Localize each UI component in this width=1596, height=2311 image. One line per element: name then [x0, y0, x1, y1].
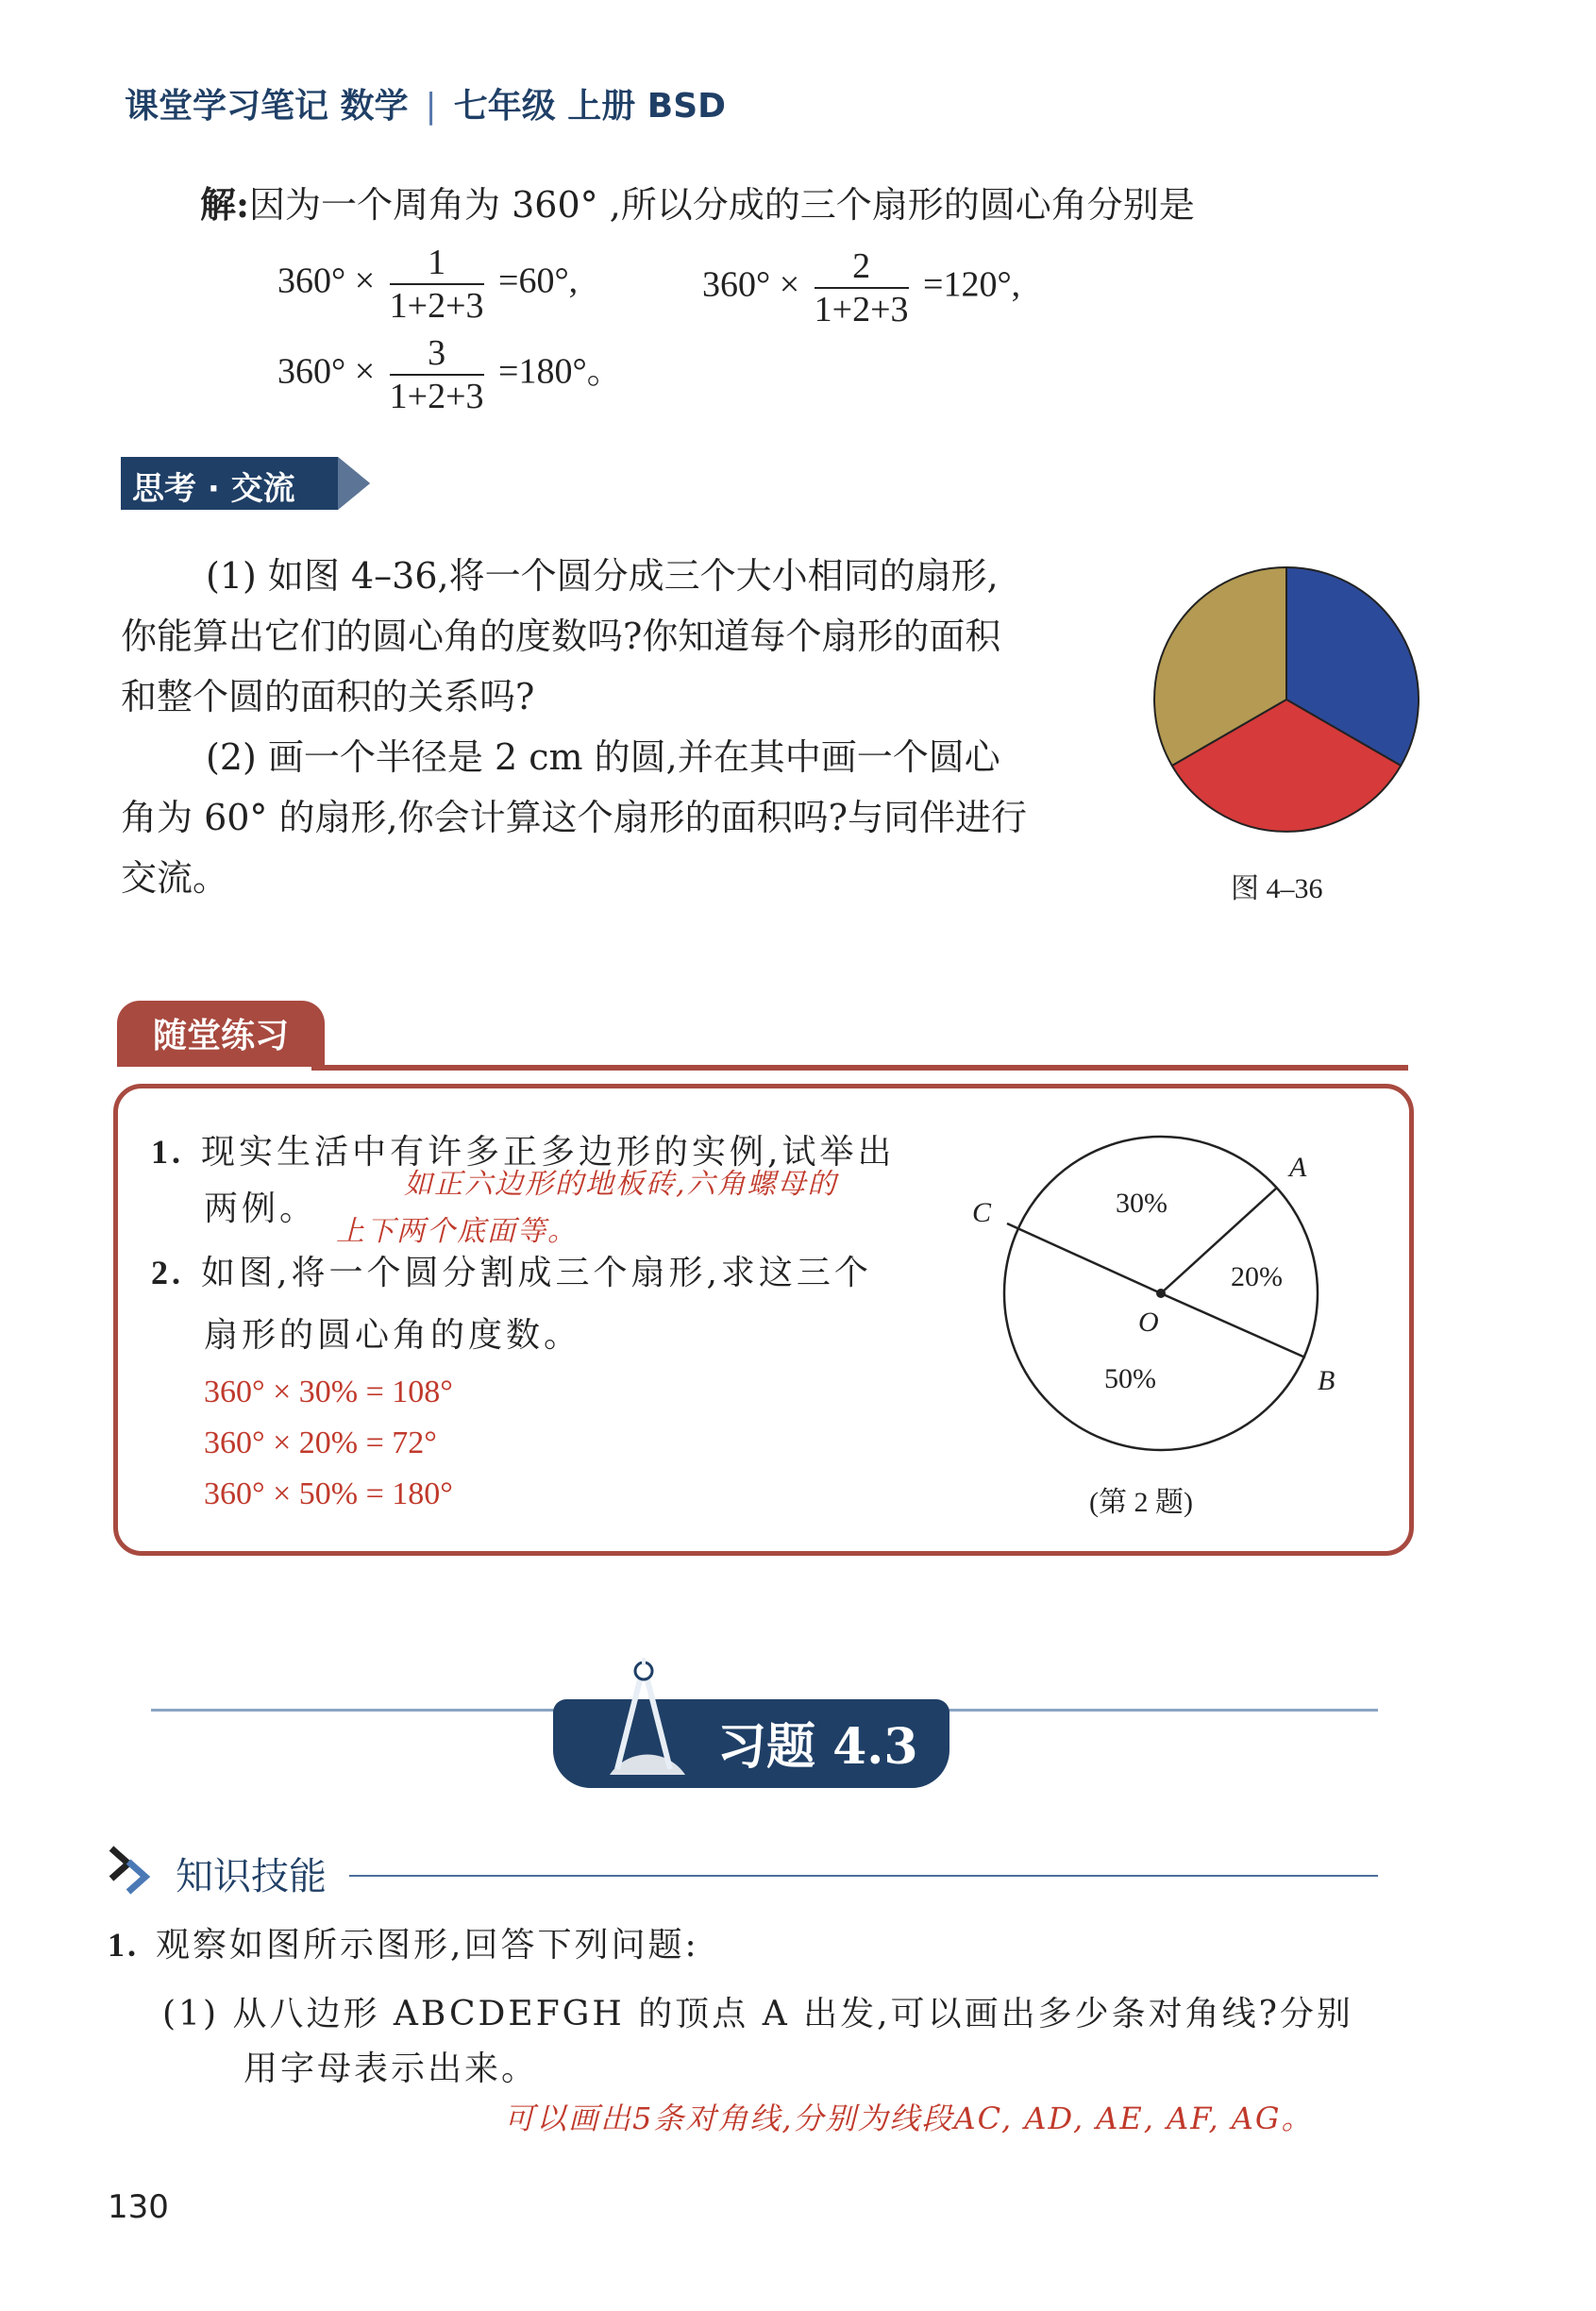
- practice-q1-answer-line1: 如正六边形的地板砖,六角螺母的: [404, 1168, 838, 1201]
- label-c: C: [972, 1197, 992, 1228]
- double-chevron-icon: [104, 1843, 159, 1896]
- think-text: [121, 546, 1121, 908]
- solution-intro: [200, 176, 1195, 228]
- equation-2: [702, 245, 1020, 330]
- practice-q2-text2: 扇形的圆心角的度数。: [204, 1316, 582, 1355]
- practice-content: [151, 1123, 1000, 1520]
- practice-rule: [311, 1065, 1408, 1071]
- practice-q2-answer-2: 360° × 20% = 72°: [204, 1425, 437, 1460]
- pct-20-label: 20%: [1231, 1261, 1283, 1292]
- think-para1-line1: (1) 如图 4–36,将一个圆分成三个大小相同的扇形,: [206, 555, 999, 597]
- practice-q1-text1: 现实生活中有许多正多边形的实例,试举出: [201, 1133, 896, 1172]
- equation-3: [277, 332, 623, 417]
- eq2-fraction: [815, 245, 909, 330]
- exercise-q1-answer: 可以画出5条对角线,分别为线段AC, AD, AE, AF, AG。: [504, 2100, 1314, 2136]
- practice-q2-text1: 如图,将一个圆分割成三个扇形,求这三个: [201, 1254, 872, 1292]
- equation-1: [277, 242, 578, 327]
- eq3-right: =180°。: [498, 351, 623, 392]
- solution-intro-text: 因为一个周角为 360° ,所以分成的三个扇形的圆心角分别是: [249, 184, 1195, 226]
- label-a: A: [1289, 1152, 1307, 1183]
- practice-title: 随堂练习: [117, 1001, 325, 1067]
- eq3-fraction: [390, 332, 484, 417]
- practice-q1-number: 1.: [151, 1133, 184, 1171]
- practice-q2-answer-3: 360° × 50% = 180°: [204, 1476, 453, 1511]
- eq1-left: 360° ×: [277, 261, 376, 301]
- practice-q1-line2-row: [151, 1168, 1000, 1248]
- eq1-denominator: 1+2+3: [389, 286, 484, 326]
- radius-oc: [1007, 1223, 1161, 1293]
- eq3-left: 360° ×: [277, 351, 376, 392]
- think-para1-line2: 你能算出它们的圆心角的度数吗?你知道每个扇形的面积: [121, 616, 1001, 657]
- page-number: 130: [108, 2188, 169, 2226]
- think-para2-line1: (2) 画一个半径是 2 cm 的圆,并在其中画一个圆心: [206, 736, 1000, 778]
- practice-q1-answer-line2: 上下两个底面等。: [336, 1215, 578, 1248]
- figure-4-36-pie: [1150, 563, 1423, 836]
- eq3-denominator: 1+2+3: [389, 377, 484, 416]
- practice-q2-line1: [151, 1241, 1000, 1305]
- section-rule: [349, 1875, 1378, 1877]
- practice-q2-answer-1: 360° × 30% = 108°: [204, 1375, 453, 1409]
- label-o: O: [1138, 1307, 1159, 1338]
- practice-figure-caption: (第 2 题): [1089, 1487, 1193, 1518]
- pct-50-label: 50%: [1104, 1363, 1156, 1394]
- practice-q2-number: 2.: [151, 1254, 184, 1291]
- grade-label: 七年级 上册 BSD: [453, 87, 727, 126]
- practice-circle-figure: [953, 1114, 1387, 1473]
- practice-q1-text2: 两例。: [204, 1189, 318, 1228]
- page-header: [125, 79, 726, 127]
- section-title: 知识技能: [176, 1855, 327, 1898]
- think-para1-line3: 和整个圆的面积的关系吗?: [121, 676, 535, 717]
- solution-label: 解:: [200, 183, 250, 226]
- radius-ob: [1161, 1293, 1305, 1358]
- exercise-q1-sub1-line2: 用字母表示出来。: [244, 2050, 539, 2088]
- eq2-denominator: 1+2+3: [814, 290, 909, 329]
- exercise-title: 习题 4.3: [717, 1718, 918, 1776]
- eq2-left: 360° ×: [702, 264, 800, 305]
- eq1-numerator: 1: [390, 242, 484, 285]
- eq3-numerator: 3: [390, 332, 484, 376]
- exercise-q1-number: 1.: [108, 1926, 139, 1964]
- compass-icon: [591, 1658, 695, 1780]
- eq1-fraction: [390, 242, 484, 327]
- eq2-numerator: 2: [815, 245, 909, 289]
- center-point-o: [1156, 1289, 1166, 1298]
- exercise-q1: [108, 1916, 699, 1974]
- eq2-right: =120°,: [923, 264, 1021, 305]
- pct-30-label: 30%: [1116, 1188, 1168, 1219]
- think-para2-line3: 交流。: [121, 857, 229, 899]
- header-separator: |: [425, 87, 437, 126]
- think-title: 思考 · 交流: [132, 470, 295, 508]
- think-para2-line2: 角为 60° 的扇形,你会计算这个扇形的面积吗?与同伴进行: [121, 797, 1027, 838]
- book-title: 课堂学习笔记 数学: [125, 87, 409, 126]
- label-b: B: [1318, 1365, 1336, 1396]
- exercise-q1-text: 观察如图所示图形,回答下列问题:: [156, 1926, 699, 1965]
- think-tab: [121, 457, 370, 510]
- figure-4-36-caption: 图 4–36: [1231, 873, 1323, 904]
- exercise-q1-sub1-line1: (1) 从八边形 ABCDEFGH 的顶点 A 出发,可以画出多少条对角线?分别: [162, 1995, 1353, 2033]
- eq1-right: =60°,: [498, 261, 579, 301]
